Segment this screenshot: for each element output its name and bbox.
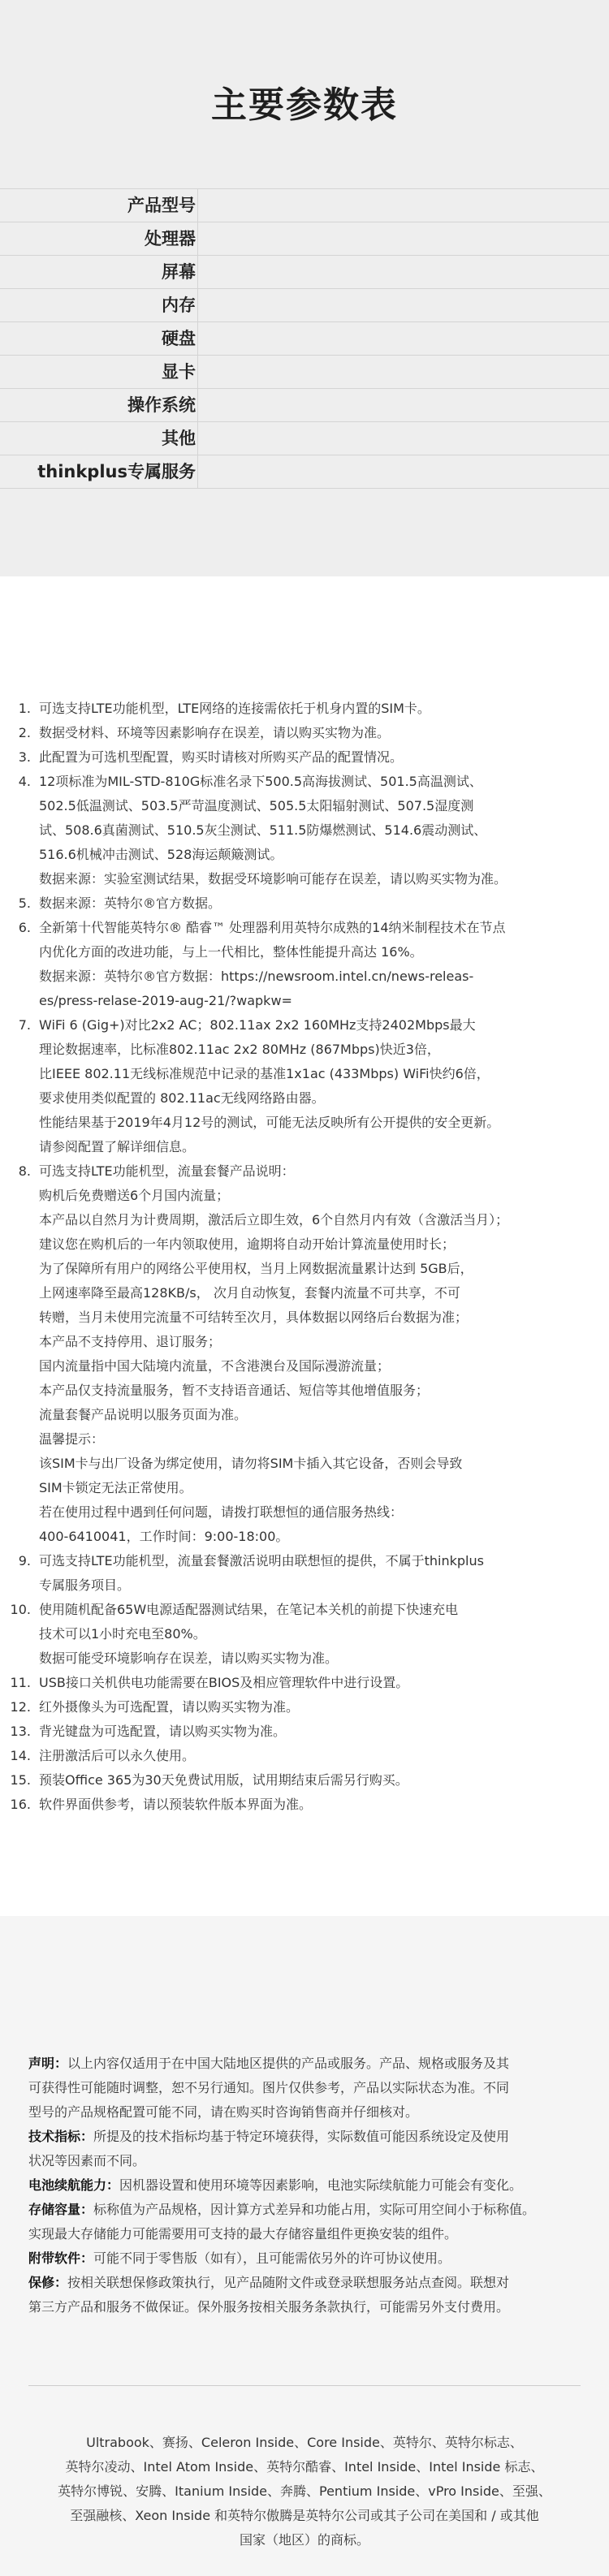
footnote-number: 1. [18, 701, 31, 716]
footnote-item [0, 1013, 609, 1159]
legal-line [28, 2222, 573, 2246]
legal-label: 保修： [28, 2275, 68, 2290]
footnote-number: 13. [10, 1724, 31, 1739]
footnote-number: 4. [18, 774, 31, 789]
legal-paragraph [28, 2125, 573, 2173]
footnotes-section [0, 576, 609, 1916]
spec-row [0, 455, 609, 489]
spec-label: 硬盘 [0, 322, 198, 355]
spec-section [0, 0, 609, 576]
legal-disclaimers [0, 2052, 609, 2319]
footnote-line: 流量套餐产品说明以服务页面为准。 [39, 1407, 248, 1422]
legal-text: 状况等因素而不同。 [28, 2153, 146, 2168]
spec-table [0, 188, 609, 489]
footnote-line: 软件界面供参考，请以预装软件版本界面为准。 [39, 1797, 313, 1812]
spec-row [0, 289, 609, 322]
footnote-line: 数据可能受环境影响存在误差，请以购买实物为准。 [39, 1650, 339, 1666]
footnote-line: 背光键盘为可选配置，请以购买实物为准。 [39, 1724, 287, 1739]
spec-value [198, 356, 609, 388]
spec-label: 内存 [0, 289, 198, 321]
footnote-line: 本产品不支持停用、退订服务； [39, 1334, 222, 1349]
trademark-line: 至强融核、Xeon Inside 和英特尔傲腾是英特尔公司或其子公司在美国和 / 或其他 [70, 2508, 539, 2523]
footnote-line: 为了保障所有用户的网络公平使用权，当月上网数据流量累计达到 5GB后， [39, 1261, 473, 1276]
footnote-text [39, 1719, 552, 1744]
footnote-line: 红外摄像头为可选配置，请以购买实物为准。 [39, 1699, 300, 1715]
footnote-item [0, 1744, 609, 1768]
legal-label: 电池续航能力： [28, 2177, 120, 2193]
footnote-item [0, 770, 609, 891]
footnote-line: 全新第十代智能英特尔® 酷睿™ 处理器利用英特尔成熟的14纳米制程技术在节点 [39, 920, 506, 935]
legal-line [28, 2295, 573, 2319]
footnote-line: 502.5低温测试、503.5严苛温度测试、505.5太阳辐射测试、507.5湿度测 [39, 798, 474, 813]
footnote-item [0, 1793, 609, 1817]
footnote-line: 性能结果基于2019年4月12号的测试，可能无法反映所有公开提供的安全更新。 [39, 1115, 500, 1130]
legal-paragraph [28, 2173, 573, 2198]
footnote-item [0, 1598, 609, 1671]
spec-row [0, 389, 609, 422]
footnote-line: 可选支持LTE功能机型，流量套餐产品说明： [39, 1163, 295, 1179]
footnote-line: 国内流量指中国大陆境内流量，不含港澳台及国际漫游流量； [39, 1358, 391, 1374]
trademark-line: 国家（地区）的商标。 [239, 2532, 369, 2548]
footnote-item [0, 891, 609, 916]
footnote-line: 温馨提示： [39, 1431, 105, 1447]
footnote-line: 请参阅配置了解详细信息。 [39, 1139, 196, 1154]
spec-label: 操作系统 [0, 389, 198, 421]
footnote-number: 6. [18, 920, 31, 935]
footnote-number: 9. [18, 1553, 31, 1568]
footnote-item [0, 1768, 609, 1793]
legal-paragraph [28, 2198, 573, 2246]
spec-row [0, 222, 609, 256]
legal-section [0, 1916, 609, 2576]
footnote-line: 理论数据速率，比标准802.11ac 2x2 80MHz (867Mbps)快近3倍， [39, 1042, 440, 1057]
spec-row [0, 256, 609, 289]
footnote-line: 内优化方面的改进功能，与上一代相比，整体性能提升高达 16%。 [39, 944, 423, 960]
legal-line [28, 2125, 573, 2149]
legal-line [28, 2149, 573, 2173]
spec-value [198, 455, 609, 488]
legal-label: 附带软件： [28, 2250, 94, 2266]
spec-label: 其他 [0, 422, 198, 455]
footnote-line: 试、508.6真菌测试、510.5灰尘测试、511.5防爆燃测试、514.6震动测试、 [39, 822, 487, 838]
footnote-line: 上网速率降至最高128KB/s， 次月自动恢复，套餐内流量不可共享，不可 [39, 1285, 460, 1301]
footnote-item [0, 745, 609, 770]
footnote-number: 2. [18, 725, 31, 740]
footnote-text [39, 770, 552, 891]
footnote-line: 使用随机配备65W电源适配器测试结果，在笔记本关机的前提下快速充电 [39, 1602, 459, 1617]
footnote-line: 建议您在购机后的一年内领取使用，逾期将自动开始计算流量使用时长； [39, 1236, 456, 1252]
footnote-text [39, 721, 552, 745]
footnote-line: 本产品以自然月为计费周期，激活后立即生效，6个自然月内有效（含激活当月）； [39, 1212, 509, 1228]
spec-value [198, 256, 609, 288]
footnotes-list [0, 697, 609, 1817]
footnote-line: 本产品仅支持流量服务，暂不支持语音通话、短信等其他增值服务； [39, 1383, 430, 1398]
spec-label: 屏幕 [0, 256, 198, 288]
spec-value [198, 189, 609, 222]
footnote-number: 16. [10, 1797, 31, 1812]
legal-text: 按相关联想保修政策执行，见产品随附文件或登录联想服务站点查阅。联想对 [67, 2275, 510, 2290]
footnote-line: 数据受材料、环境等因素影响存在误差，请以购买实物为准。 [39, 725, 391, 740]
spec-label: 显卡 [0, 356, 198, 388]
legal-line [28, 2198, 573, 2222]
footnote-text [39, 891, 552, 916]
trademark-line: 英特尔博锐、安腾、Itanium Inside、奔腾、Pentium Inside、vPro Inside、至强、 [58, 2483, 551, 2499]
legal-line [28, 2076, 573, 2100]
footnote-text [39, 1159, 552, 1549]
spec-value [198, 322, 609, 355]
spec-label: thinkplus专属服务 [0, 455, 198, 488]
legal-paragraph [28, 2246, 573, 2271]
spec-value [198, 422, 609, 455]
footnote-line: 该SIM卡与出厂设备为绑定使用，请勿将SIM卡插入其它设备，否则会导致 [39, 1456, 463, 1471]
spec-value [198, 289, 609, 321]
footnote-item [0, 1159, 609, 1549]
footnote-line: SIM卡锁定无法正常使用。 [39, 1480, 192, 1495]
spec-label: 处理器 [0, 222, 198, 255]
legal-text: 第三方产品和服务不做保证。保外服务按相关服务条款执行，可能需另外支付费用。 [28, 2299, 510, 2315]
trademark-notice [0, 2431, 609, 2552]
footnote-line: 若在使用过程中遇到任何问题，请拨打联想恒的通信服务热线： [39, 1504, 404, 1520]
spec-row [0, 356, 609, 389]
legal-paragraph [28, 2052, 573, 2125]
spec-row [0, 422, 609, 455]
footnote-text [39, 1695, 552, 1719]
legal-text: 以上内容仅适用于在中国大陆地区提供的产品或服务。产品、规格或服务及其 [67, 2056, 510, 2071]
footnote-line: 转赠，当月未使用完流量不可结转至次月，具体数据以网络后台数据为准； [39, 1310, 469, 1325]
footnote-line: 此配置为可选机型配置，购买时请核对所购买产品的配置情况。 [39, 749, 404, 765]
legal-text: 可能不同于零售版（如有），且可能需依另外的许可协议使用。 [93, 2250, 451, 2266]
footnote-line: 购机后免费赠送6个月国内流量； [39, 1188, 230, 1203]
footnote-item [0, 697, 609, 721]
footnote-number: 5. [18, 895, 31, 911]
spec-row [0, 322, 609, 356]
legal-text: 标称值为产品规格，因计算方式差异和功能占用，实际可用空间小于标称值。 [93, 2202, 536, 2217]
spec-label: 产品型号 [0, 189, 198, 222]
footnote-line: 数据来源：实验室测试结果，数据受环境影响可能存在误差，请以购买实物为准。 [39, 871, 508, 887]
footnote-text [39, 1768, 552, 1793]
footnote-line: 数据来源：英特尔®官方数据。 [39, 895, 222, 911]
footnote-item [0, 916, 609, 1013]
footnote-text [39, 1598, 552, 1671]
legal-text: 型号的产品规格配置可能不同，请在购买时咨询销售商并仔细核对。 [28, 2104, 419, 2120]
page-title: 主要参数表 [211, 84, 398, 126]
footnote-item [0, 1671, 609, 1695]
legal-line [28, 2052, 573, 2076]
footnote-line: 预装Office 365为30天免费试用版，试用期结束后需另行购买。 [39, 1772, 408, 1788]
footnote-line: 技术可以1小时充电至80%。 [39, 1626, 206, 1642]
footnote-line: 可选支持LTE功能机型，流量套餐激活说明由联想恒的提供，不属于thinkplus [39, 1553, 484, 1568]
footnote-item [0, 721, 609, 745]
trademark-line: 英特尔凌动、Intel Atom Inside、英特尔酷睿、Intel Inside、Intel Inside 标志、 [65, 2459, 544, 2475]
legal-text: 因机器设置和使用环境等因素影响，电池实际续航能力可能会有变化。 [119, 2177, 523, 2193]
footnote-number: 14. [10, 1748, 31, 1763]
legal-text: 实现最大存储能力可能需要用可支持的最大存储容量组件更换安装的组件。 [28, 2226, 458, 2242]
footnote-number: 15. [10, 1772, 31, 1788]
footnote-item [0, 1549, 609, 1598]
footnote-text [39, 1549, 552, 1598]
footnote-number: 7. [18, 1017, 31, 1033]
footnote-line: WiFi 6 (Gig+)对比2x2 AC；802.11ax 2x2 160MHz支持2402Mbps最大 [39, 1017, 476, 1033]
footnote-line: 比IEEE 802.11无线标准规范中记录的基准1x1ac (433Mbps) WiFi快约6倍， [39, 1066, 490, 1081]
footnote-text [39, 916, 552, 1013]
footnote-number: 12. [10, 1699, 31, 1715]
footnote-number: 11. [10, 1675, 31, 1690]
legal-line [28, 2246, 573, 2271]
legal-line [28, 2173, 573, 2198]
legal-label: 声明： [28, 2056, 68, 2071]
legal-label: 技术指标： [28, 2129, 94, 2144]
footnote-line: es/press-relase-2019-aug-21/?wapkw= [39, 993, 292, 1008]
footnote-line: 要求使用类似配置的 802.11ac无线网络路由器。 [39, 1090, 325, 1106]
footnote-number: 10. [10, 1602, 31, 1617]
footnote-text [39, 697, 552, 721]
trademark-line: Ultrabook、赛扬、Celeron Inside、Core Inside、英特尔、英特尔标志、 [86, 2435, 523, 2450]
footnote-text [39, 1744, 552, 1768]
footnote-text [39, 1793, 552, 1817]
spec-value [198, 222, 609, 255]
footnote-line: 可选支持LTE功能机型，LTE网络的连接需依托于机身内置的SIM卡。 [39, 701, 430, 716]
spec-value [198, 389, 609, 421]
footnote-line: 400-6410041，工作时间：9:00-18:00。 [39, 1529, 289, 1544]
footnote-line: 数据来源：英特尔®官方数据：https://newsroom.intel.cn/news-releas- [39, 969, 474, 984]
legal-line [28, 2100, 573, 2125]
legal-line [28, 2271, 573, 2295]
footnote-line: 12项标准为MIL-STD-810G标准名录下500.5高海拔测试、501.5高温测试、 [39, 774, 482, 789]
legal-text: 所提及的技术指标均基于特定环境获得，实际数值可能因系统设定及使用 [93, 2129, 510, 2144]
footnote-item [0, 1695, 609, 1719]
footnote-line: 516.6机械冲击测试、528海运颠簸测试。 [39, 847, 283, 862]
legal-paragraph [28, 2271, 573, 2319]
footnote-text [39, 745, 552, 770]
footnote-text [39, 1013, 552, 1159]
footnote-number: 8. [18, 1163, 31, 1179]
footnote-number: 3. [18, 749, 31, 765]
legal-label: 存储容量： [28, 2202, 94, 2217]
footnote-item [0, 1719, 609, 1744]
footnote-line: USB接口关机供电功能需要在BIOS及相应管理软件中进行设置。 [39, 1675, 409, 1690]
footnote-text [39, 1671, 552, 1695]
footnote-line: 专属服务项目。 [39, 1577, 131, 1593]
legal-text: 可获得性可能随时调整，恕不另行通知。图片仅供参考，产品以实际状态为准。不同 [28, 2080, 510, 2095]
legal-divider [28, 2385, 581, 2386]
spec-row [0, 189, 609, 222]
footnote-line: 注册激活后可以永久使用。 [39, 1748, 196, 1763]
